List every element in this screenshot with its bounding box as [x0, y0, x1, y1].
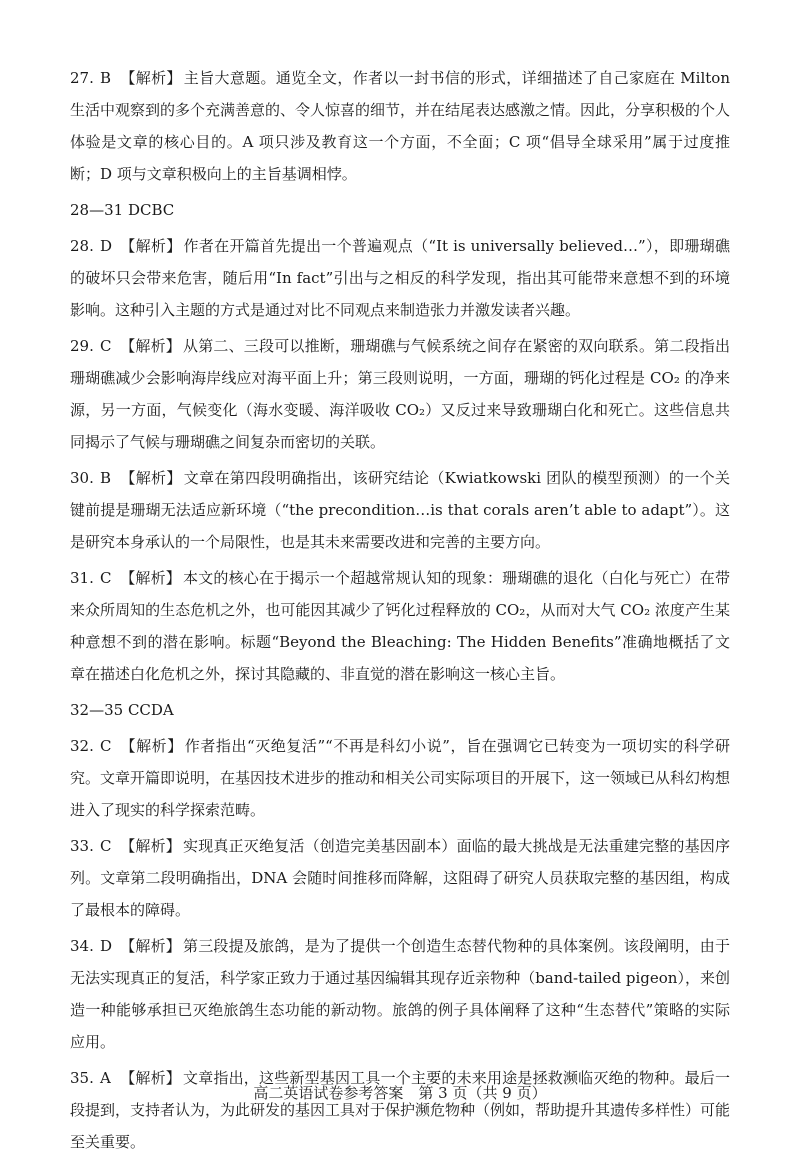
answer-item-29: 29. C 【解析】 从第二、三段可以推断，珊瑚礁与气候系统之间存在紧密的双向联系。第二段指出珊瑚礁减少会影响海岸线应对海平面上升；第三段则说明，一方面，珊瑚的钙化过程是 CO₂ 的净来源，另一方面，气候变化（海水变暖、海洋吸收 CO₂）又反过来导致珊瑚白化和死亡。这些信息共同揭示了气候与珊瑚礁之间复杂而密切的关联。: [70, 337, 730, 451]
answer-item-35: 35. A 【解析】 文章指出，这些新型基因工具一个主要的未来用途是拯救濒临灭绝的物种。最后一段提到，支持者认为，为此研发的基因工具对于保护濒危物种（例如，帮助提升其遗传多样性）可能至关重要。: [70, 1069, 731, 1151]
explanation-text: 文章在第四段明确指出，该研究结论（Kwiatkowski 团队的模型预测）的一个关键前提是珊瑚无法适应新环境（“the precondition…is that corals aren’t able to adapt”）。这是研究本身承认的一个局限性，也是其未来需要改进和完善的主要方向。: [70, 469, 730, 551]
page-footer: 高二英语试卷参考答案 第 3 页（共 9 页）: [253, 1084, 547, 1102]
answer-item-30: 30. B 【解析】 文章在第四段明确指出，该研究结论（Kwiatkowski 团队的模型预测）的一个关键前提是珊瑚无法适应新环境（“the precondition…is that corals aren’t able to adapt”）。这是研究本身承认的一个局限性，也是其未来需要改进和完善的主要方向。: [70, 469, 730, 551]
answer-list: [70, 62, 730, 1162]
explanation-text: 作者在开篇首先提出一个普遍观点（“It is universally believed…”），即珊瑚礁的破坏只会带来危害，随后用“In fact”引出与之相反的科学发现，指出其可能带来意想不到的环境影响。这种引入主题的方式是通过对比不同观点来制造张力并激发读者兴趣。: [70, 237, 730, 319]
answer-item-32: 32. C 【解析】 作者指出“灭绝复活”“不再是科幻小说”，旨在强调它已转变为一项切实的科学研究。文章开篇即说明，在基因技术进步的推动和相关公司实际项目的开展下，这一领域已从科幻构想进入了现实的科学探索范畴。: [70, 737, 731, 819]
explanation-text: 从第二、三段可以推断，珊瑚礁与气候系统之间存在紧密的双向联系。第二段指出珊瑚礁减少会影响海岸线应对海平面上升；第三段则说明，一方面，珊瑚的钙化过程是 CO₂ 的净来源，另一方面，气候变化（海水变暖、海洋吸收 CO₂）又反过来导致珊瑚白化和死亡。这些信息共同揭示了气候与珊瑚礁之间复杂而密切的关联。: [70, 337, 730, 451]
answer-item-27: 27. B 【解析】 主旨大意题。通览全文，作者以一封书信的形式，详细描述了自己家庭在 Milton 生活中观察到的多个充满善意的、令人惊喜的细节，并在结尾表达感激之情。因此，分享积极的个人体验是文章的核心目的。A 项只涉及教育这一个方面，不全面；C 项“倡导全球采用”属于过度推断；D 项与文章积极向上的主旨基调相悖。: [70, 69, 731, 183]
answer-group-32-35: 32—35 CCDA: [70, 701, 174, 719]
explanation-text: 第三段提及旅鸽，是为了提供一个创造生态替代物种的具体案例。该段阐明，由于无法实现真正的复活，科学家正致力于通过基因编辑其现存近亲物种（band-tailed pigeon），来创造一种能够承担已灭绝旅鸽生态功能的新动物。旅鸽的例子具体阐释了这种“生态替代”策略的实际应用。: [70, 937, 730, 1051]
answer-item-31: 31. C 【解析】 本文的核心在于揭示一个超越常规认知的现象：珊瑚礁的退化（白化与死亡）在带来众所周知的生态危机之外，也可能因其减少了钙化过程释放的 CO₂，从而对大气 CO₂ 浓度产生某种意想不到的潜在影响。标题“Beyond the Bleaching: The Hidden Benefits”准确地概括了文章在描述白化危机之外，探讨其隐藏的、非直觉的潜在影响这一核心主旨。: [70, 569, 730, 683]
answer-group-28-31: 28—31 DCBC: [70, 201, 175, 219]
answer-item-34: 34. D 【解析】 第三段提及旅鸽，是为了提供一个创造生态替代物种的具体案例。该段阐明，由于无法实现真正的复活，科学家正致力于通过基因编辑其现存近亲物种（band-tailed pigeon），来创造一种能够承担已灭绝旅鸽生态功能的新动物。旅鸽的例子具体阐释了这种“生态替代”策略的实际应用。: [70, 937, 730, 1051]
explanation-text: 文章指出，这些新型基因工具一个主要的未来用途是拯救濒临灭绝的物种。最后一段提到，支持者认为，为此研发的基因工具对于保护濒危物种（例如，帮助提升其遗传多样性）可能至关重要。: [70, 1069, 731, 1151]
explanation-text: 主旨大意题。通览全文，作者以一封书信的形式，详细描述了自己家庭在 Milton 生活中观察到的多个充满善意的、令人惊喜的细节，并在结尾表达感激之情。因此，分享积极的个人体验是文章的核心目的。A 项只涉及教育这一个方面，不全面；C 项“倡导全球采用”属于过度推断；D 项与文章积极向上的主旨基调相悖。: [70, 69, 731, 183]
answer-item-28: 28. D 【解析】 作者在开篇首先提出一个普遍观点（“It is universally believed…”），即珊瑚礁的破坏只会带来危害，随后用“In fact”引出与之相反的科学发现，指出其可能带来意想不到的环境影响。这种引入主题的方式是通过对比不同观点来制造张力并激发读者兴趣。: [70, 237, 730, 319]
explanation-text: 本文的核心在于揭示一个超越常规认知的现象：珊瑚礁的退化（白化与死亡）在带来众所周知的生态危机之外，也可能因其减少了钙化过程释放的 CO₂，从而对大气 CO₂ 浓度产生某种意想不到的潜在影响。标题“Beyond the Bleaching: The Hidden Benefits”准确地概括了文章在描述白化危机之外，探讨其隐藏的、非直觉的潜在影响这一核心主旨。: [70, 569, 730, 683]
explanation-text: 作者指出“灭绝复活”“不再是科幻小说”，旨在强调它已转变为一项切实的科学研究。文章开篇即说明，在基因技术进步的推动和相关公司实际项目的开展下，这一领域已从科幻构想进入了现实的科学探索范畴。: [70, 737, 731, 819]
explanation-text: 实现真正灭绝复活（创造完美基因副本）面临的最大挑战是无法重建完整的基因序列。文章第二段明确指出，DNA 会随时间推移而降解，这阻碍了研究人员获取完整的基因组，构成了最根本的障碍。: [70, 837, 730, 919]
answer-item-33: 33. C 【解析】 实现真正灭绝复活（创造完美基因副本）面临的最大挑战是无法重建完整的基因序列。文章第二段明确指出，DNA 会随时间推移而降解，这阻碍了研究人员获取完整的基因组，构成了最根本的障碍。: [70, 837, 730, 919]
